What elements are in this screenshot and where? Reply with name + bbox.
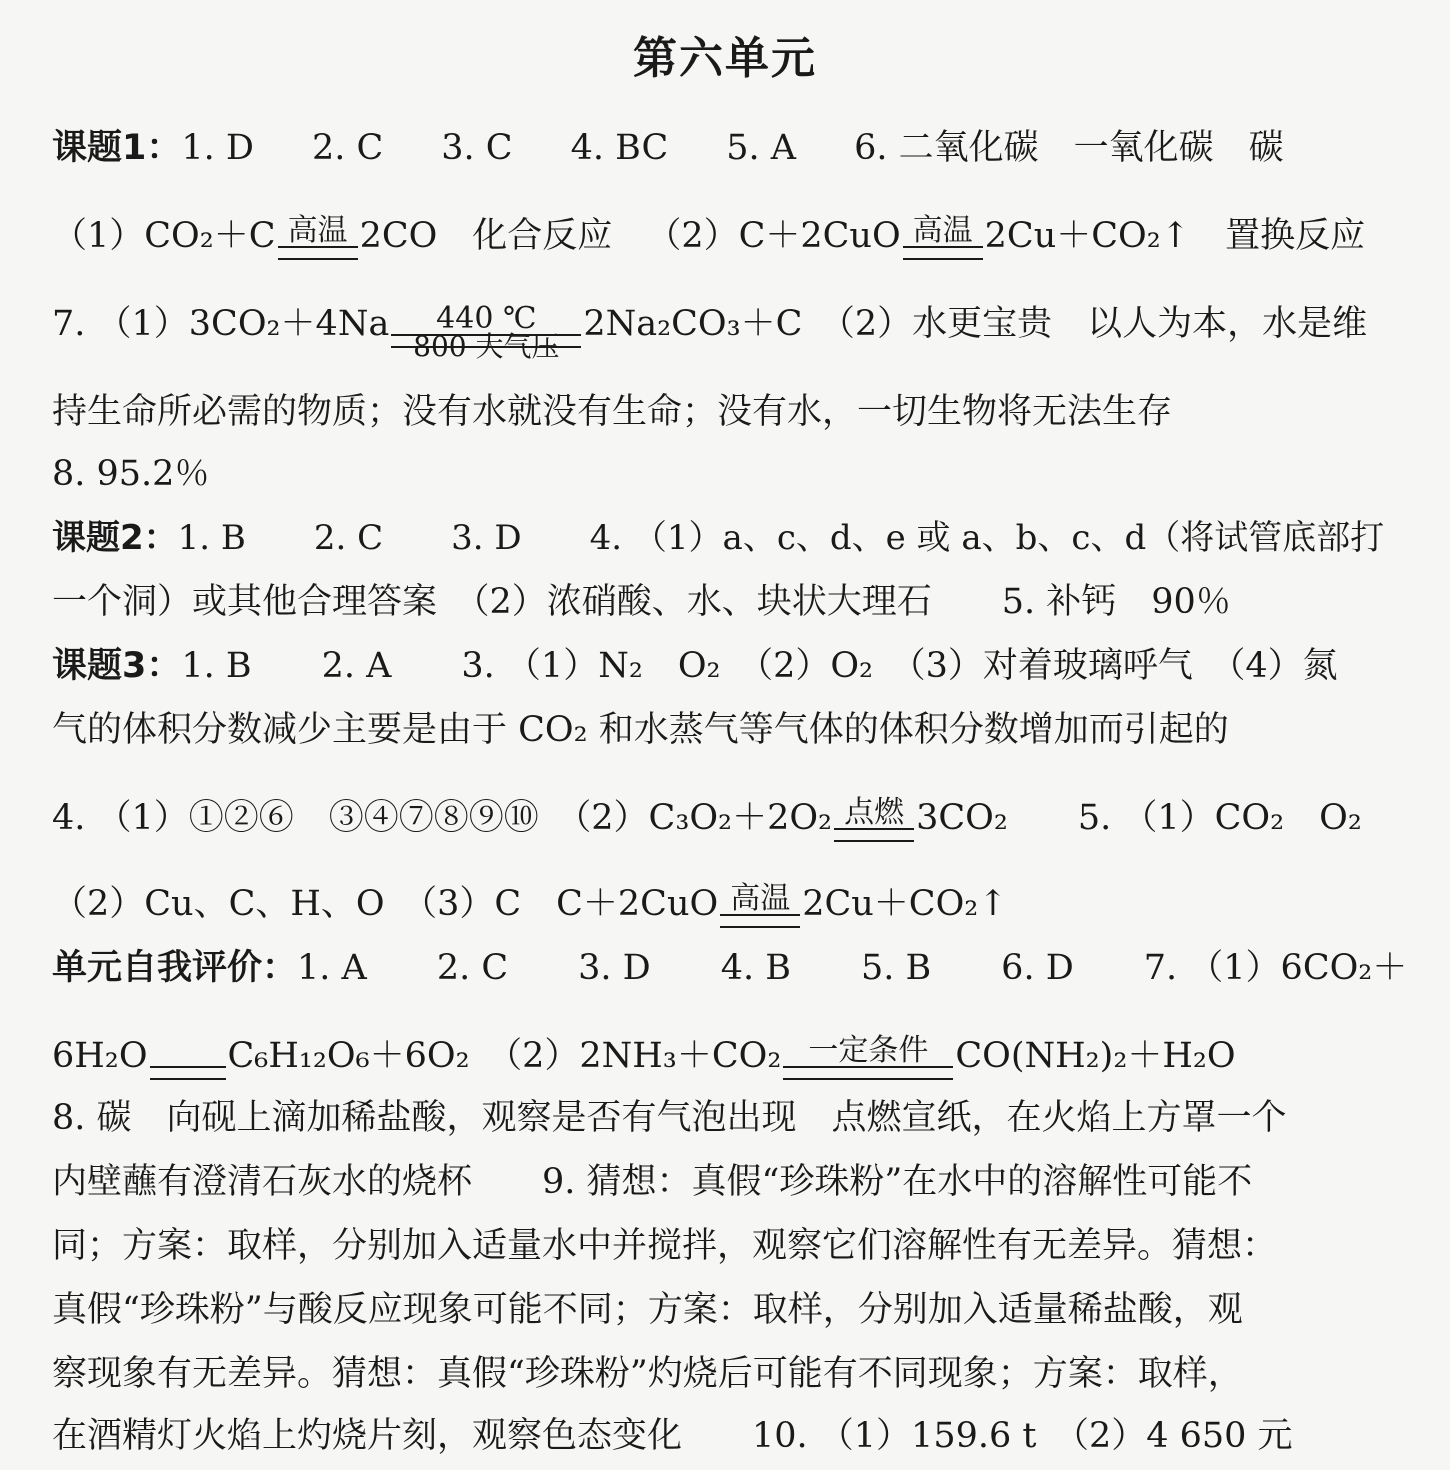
- k1-a6: 6. 二氧化碳 一氧化碳 碳: [854, 128, 1284, 168]
- k1-q8: 8. 95.2％: [52, 454, 210, 494]
- k1-r2-cond: 高温: [912, 213, 973, 248]
- unit-r1-arrow: [150, 1036, 226, 1092]
- k3-q4-cond: 点燃: [844, 795, 905, 830]
- k1-line-3: [52, 301, 1368, 363]
- unit-r-right: CO(NH₂)₂＋H₂O: [955, 1036, 1236, 1076]
- k3-line-1: 课题3：1. B 2. A 3. （1）N₂ O₂ （2）O₂ （3）对着玻璃呼气 （4）氮: [52, 646, 1338, 686]
- k1-r1-arrow: [278, 213, 358, 272]
- k1-a1: 1. D: [181, 128, 254, 168]
- k3-text-1: 1. B 2. A 3. （1）N₂ O₂ （2）O₂ （3）对着玻璃呼气 （4）氮: [181, 646, 1338, 686]
- k3-q4-arrow: [834, 795, 914, 854]
- k1-q7-cond-top: 440 ℃: [436, 301, 537, 336]
- k3-heading: 课题3: [52, 646, 147, 686]
- k1-line-4: 持生命所必需的物质；没有水就没有生命；没有水，一切生物将无法生存: [52, 392, 1173, 432]
- k1-a2: 2. C: [311, 128, 384, 168]
- k1-r2-right: 2Cu＋CO₂↑ 置换反应: [984, 216, 1366, 256]
- unit-line-1: 单元自我评价：1. A 2. C 3. D 4. B 5. B 6. D 7. （1）6CO₂＋: [52, 948, 1408, 988]
- k3-q5-right: 2Cu＋CO₂↑: [802, 884, 1008, 924]
- k1-a5: 5. A: [726, 128, 797, 168]
- k1-a4: 4. BC: [570, 128, 669, 168]
- k1-r1-cond: 高温: [287, 213, 348, 248]
- k3-line-4: [52, 881, 1008, 940]
- k2-line-2: 一个洞）或其他合理答案 （2）浓硝酸、水、块状大理石 5. 补钙 90％: [52, 582, 1231, 622]
- k3-q5-arrow: [720, 881, 800, 940]
- k1-heading: 课题1: [52, 128, 147, 168]
- unit-line-3: 8. 碳 向砚上滴加稀盐酸，观察是否有气泡出现 点燃宣纸，在火焰上方罩一个: [52, 1098, 1287, 1138]
- unit-r2-arrow: [783, 1033, 953, 1092]
- k3-line-3: [52, 795, 1362, 854]
- k1-q7-left: 7. （1）3CO₂＋4Na: [52, 304, 390, 344]
- k3-q4-right: 3CO₂ 5. （1）CO₂ O₂: [916, 798, 1362, 838]
- unit-line-4: 内壁蘸有澄清石灰水的烧杯 9. 猜想：真假“珍珠粉”在水中的溶解性可能不: [52, 1162, 1253, 1202]
- k2-heading: 课题2: [52, 518, 144, 558]
- k3-q4-left: 4. （1）①②⑥ ③④⑦⑧⑨⑩ （2）C₃O₂＋2O₂: [52, 798, 833, 838]
- unit-heading: 单元自我评价: [52, 948, 263, 988]
- unit-text-1: 1. A 2. C 3. D 4. B 5. B 6. D 7. （1）6CO₂＋: [297, 948, 1408, 988]
- k1-r1-left: （1）CO₂＋C: [52, 216, 276, 256]
- unit-r-left: 6H₂O: [52, 1036, 148, 1076]
- page-title: 第六单元: [633, 33, 817, 84]
- unit-r-cond: 一定条件: [808, 1033, 929, 1068]
- k3-line-2: 气的体积分数减少主要是由于 CO₂ 和水蒸气等气体的体积分数增加而引起的: [52, 710, 1229, 750]
- k1-q7-cond-bot: 800 大气压: [413, 330, 560, 363]
- k1-line-2: [52, 213, 1366, 272]
- k1-line-1: 课题1：1. D 2. C 3. C 4. BC 5. A 6. 二氧化碳 一氧化碳 碳: [52, 128, 1284, 168]
- k2-line-1: 课题2：1. B 2. C 3. D 4. （1）a、c、d、e 或 a、b、c、d（将试管底部打: [52, 518, 1385, 558]
- unit-line-2: [52, 1033, 1236, 1092]
- k3-q5-cond: 高温: [730, 881, 791, 916]
- unit-r-mid: C₆H₁₂O₆＋6O₂ （2）2NH₃＋CO₂: [227, 1036, 782, 1076]
- unit-line-6: 真假“珍珠粉”与酸反应现象可能不同；方案：取样，分别加入适量稀盐酸，观: [52, 1290, 1243, 1330]
- unit-line-7: 察现象有无差异。猜想：真假“珍珠粉”灼烧后可能有不同现象；方案：取样，: [52, 1354, 1243, 1394]
- k1-a3: 3. C: [441, 128, 513, 168]
- k1-r2-left: （2）C＋2CuO: [646, 216, 901, 256]
- unit-line-5: 同；方案：取样，分别加入适量水中并搅拌，观察它们溶解性有无差异。猜想：: [52, 1226, 1278, 1266]
- k2-text-1: 1. B 2. C 3. D 4. （1）a、c、d、e 或 a、b、c、d（将试管底部打: [177, 518, 1385, 558]
- k1-q7-arrow: [391, 301, 581, 363]
- k1-q7-right: 2Na₂CO₃＋C （2）水更宝贵 以人为本，水是维: [583, 304, 1368, 344]
- k1-r2-arrow: [903, 213, 983, 272]
- k3-q5-left: （2）Cu、C、H、O （3）C C＋2CuO: [52, 884, 719, 924]
- unit-line-8: 在酒精灯火焰上灼烧片刻，观察色态变化 10. （1）159.6 t （2）4 650 元: [52, 1416, 1293, 1456]
- k1-r1-right: 2CO 化合反应: [359, 216, 613, 256]
